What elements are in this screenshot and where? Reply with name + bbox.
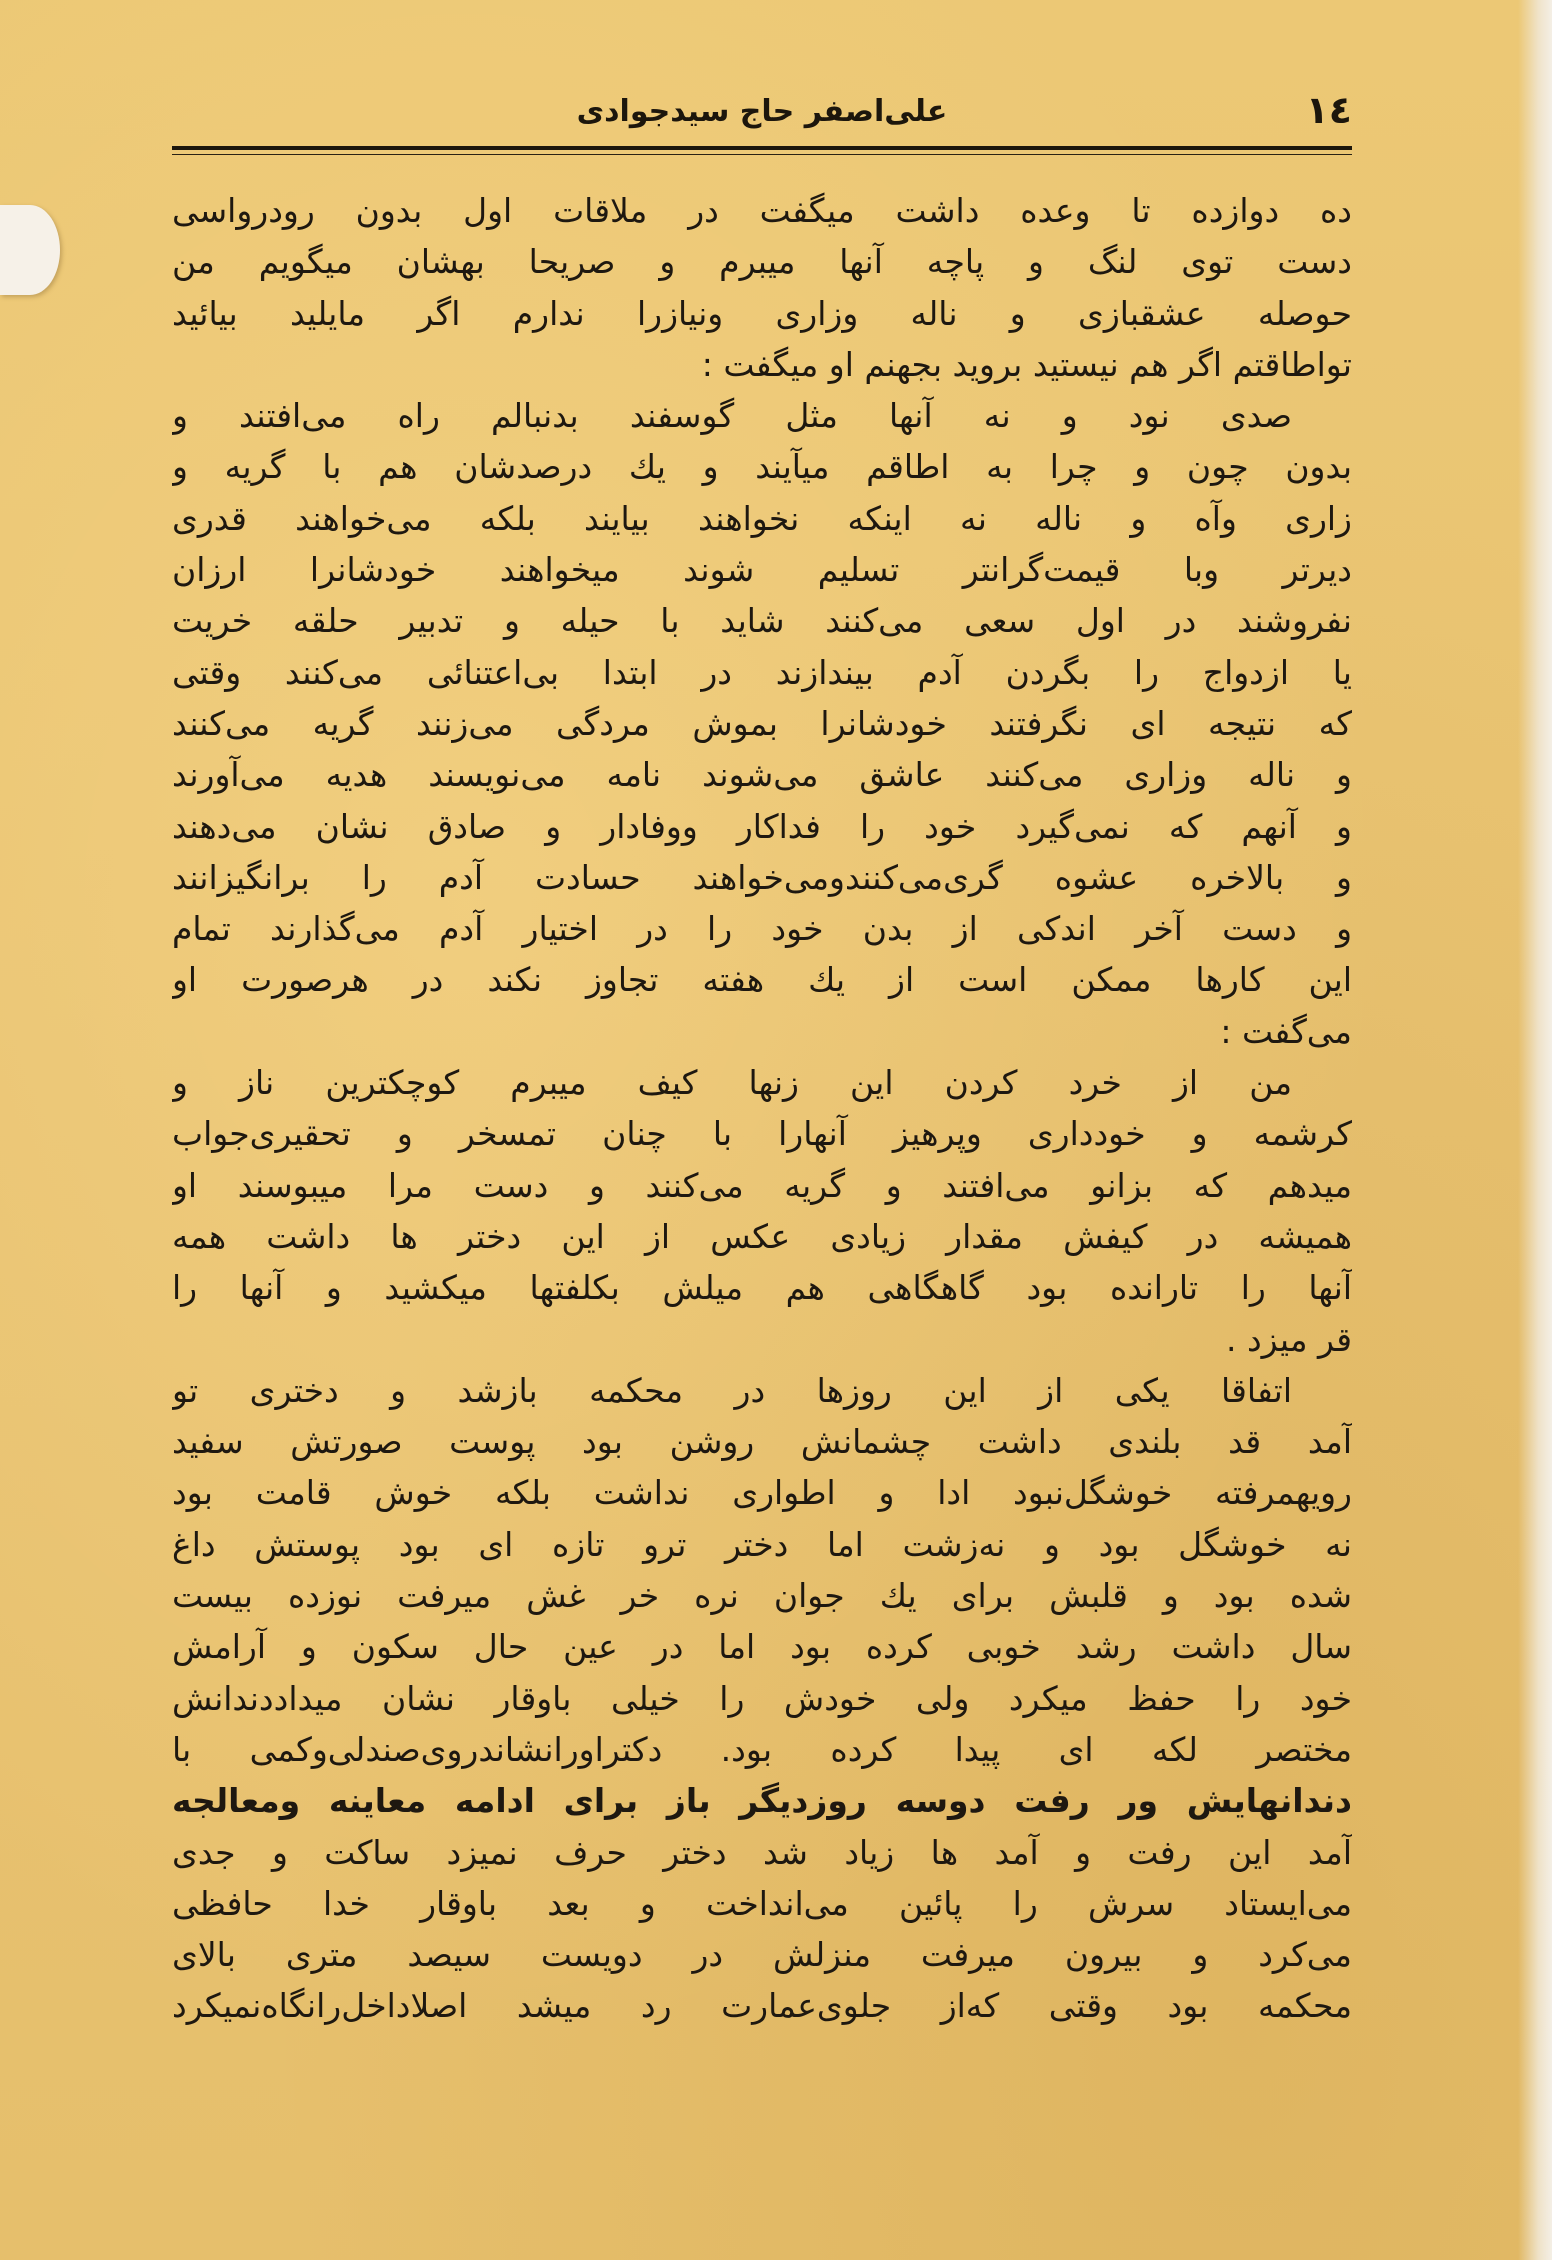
text-line: کرشمه و خودداری وپرهیز آنهارا با چنان تمسخر و تحقیری‌جواب (172, 1114, 1352, 1154)
page-edge (1518, 0, 1552, 2260)
text-line: خود را حفظ میکرد ولی خودش را خیلی باوقار نشان میداددندانش (172, 1678, 1352, 1718)
page-number: ١٤ (1305, 88, 1352, 132)
text-line: و آنهم که نمی‌گیرد خود را فداکار ووفادار و صادق نشان می‌دهند (172, 806, 1352, 846)
text-line: آمد قد بلندی داشت چشمانش روشن بود پوست صورتش سفید (172, 1422, 1352, 1462)
text-line: سال داشت رشد خوبی کرده بود اما در عین حال سکون و آرامش (172, 1627, 1352, 1667)
text-line: اتفاقا یکی از این روزها در محکمه بازشد و دختری تو (172, 1370, 1292, 1410)
text-line: و بالاخره عشوه گری‌می‌کنندومی‌خواهند حسادت آدم را برانگیزانند (172, 857, 1352, 897)
text-line: یا ازدواج را بگردن آدم بیندازند در ابتدا بی‌اعتنائی می‌کنند وقتی (172, 652, 1352, 692)
text-line: و ناله وزاری می‌کنند عاشق می‌شوند نامه می‌نویسند هدیه می‌آورند (172, 755, 1352, 795)
text-line: من از خرد کردن این زنها کیف میبرم کوچکترین ناز و (172, 1063, 1292, 1103)
text-line: صدی نود و نه آنها مثل گوسفند بدنبالم راه می‌افتند و (172, 396, 1292, 436)
text-line: قر میزد . (1226, 1319, 1352, 1359)
text-line: نفروشند در اول سعی می‌کنند شاید با حیله و تدبیر حلقه خریت (172, 601, 1352, 641)
text-line: محکمه بود وقتی که‌از جلوی‌عمارت رد میشد اصلاداخل‌رانگاه‌نمیکرد (172, 1986, 1352, 2026)
text-line: همیشه در کیفش مقدار زیادی عکس از این دختر ها داشت همه (172, 1216, 1352, 1256)
text-line: تواطاقتم اگر هم نیستید بروید بجهنم او میگفت : (701, 344, 1352, 384)
text-line: و دست آخر اندکی از بدن خود را در اختیار آدم می‌گذارند تمام (172, 909, 1352, 949)
text-line: ده دوازده تا وعده داشت میگفت در ملاقات اول بدون رودرواسی (172, 191, 1352, 230)
text-line: نه خوشگل بود و نه‌زشت اما دختر ترو تازه ای بود پوستش داغ (172, 1524, 1352, 1564)
text-line: می‌کرد و بیرون میرفت منزلش در دویست سیصد متری بالای (172, 1935, 1352, 1975)
text-line: دیرتر وبا قیمت‌گرانتر تسلیم شوند میخواهند خودشانرا ارزان (172, 550, 1352, 590)
text-line: دست توی لنگ و پاچه آنها میبرم و صریحا بهشان میگویم من (172, 242, 1352, 282)
text-line: آنها را تارانده بود گاهگاهی هم میلش بکلفتها میکشید و آنها را (172, 1268, 1352, 1308)
text-line: مختصر لکه ای پیدا کرده بود. دکتراورانشاندروی‌صندلی‌وکمی با (172, 1729, 1352, 1769)
text-line: این کارها ممکن است از یك هفته تجاوز نکند در هرصورت او (172, 960, 1352, 1000)
page-header (172, 88, 1352, 144)
text-line: آمد این رفت و آمد ها زیاد شد دختر حرف نمیزد ساکت و جدی (172, 1832, 1352, 1872)
header-rule (172, 146, 1352, 150)
text-line: زاری وآه و ناله نه اینکه نخواهند بیایند بلکه می‌خواهند قدری (172, 498, 1352, 538)
text-line: حوصله عشقبازی و ناله وزاری ونیازرا ندارم اگر مایلید بیائید (172, 293, 1352, 333)
text-line: بدون چون و چرا به اطاقم میآیند و یك درصدشان هم با گریه و (172, 447, 1352, 487)
text-line: میدهم که بزانو می‌افتند و گریه می‌کنند و دست مرا میبوسند او (172, 1165, 1352, 1205)
paper-tear (0, 205, 60, 295)
header-rule-thin (172, 154, 1352, 155)
text-line: می‌ایستاد سرش را پائین می‌انداخت و بعد باوقار خدا حافظی (172, 1883, 1352, 1923)
text-line: که نتیجه ای نگرفتند خودشانرا بموش مردگی می‌زنند گریه می‌کنند (172, 703, 1352, 743)
text-line: رویهمرفته خوشگل‌نبود ادا و اطواری نداشت بلکه خوش قامت بود (172, 1473, 1352, 1513)
text-line: دندانهایش ور رفت دوسه روزدیگر باز برای ادامه معاینه ومعالجه (172, 1781, 1352, 1821)
text-line: می‌گفت : (1220, 1011, 1352, 1051)
body-text (172, 185, 1352, 2185)
running-title: علی‌اصفر حاج سیدجوادی (576, 94, 948, 129)
text-line: شده بود و قلبش برای یك جوان نره خر غش میرفت نوزده بیست (172, 1576, 1352, 1616)
